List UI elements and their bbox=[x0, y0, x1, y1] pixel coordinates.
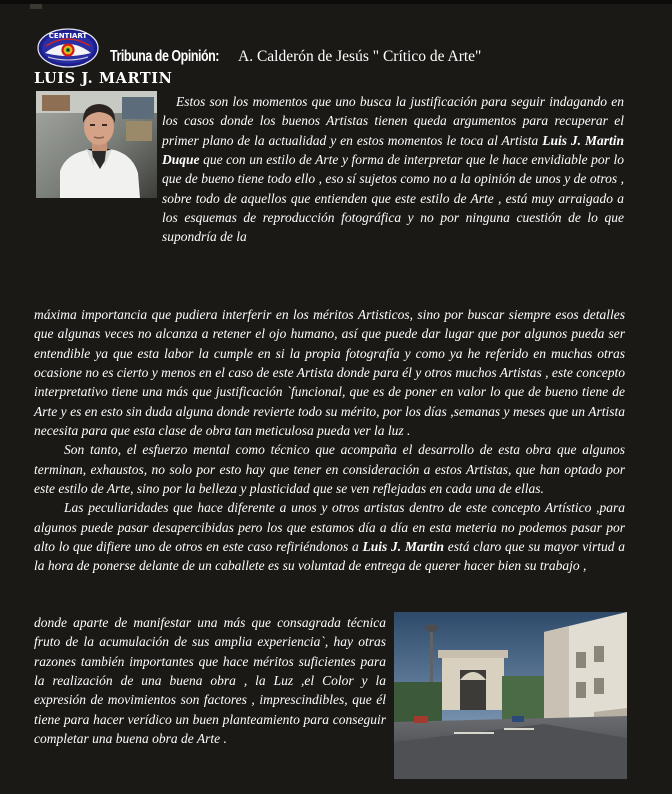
street-painting bbox=[394, 612, 627, 779]
text-line: estos momentos le toca al Artista bbox=[356, 132, 543, 148]
article-paragraph-3 bbox=[34, 498, 625, 575]
byline: A. Calderón de Jesús " Crítico de Arte" bbox=[238, 48, 482, 65]
article-paragraph-1-top bbox=[162, 92, 624, 247]
article-body bbox=[34, 305, 625, 576]
text-run: está claro que su mayor virtud a la hora de ponerse delante de un caballete es su voluntad de entrega de querer hacer bien su trabajo , bbox=[34, 539, 625, 574]
text-line: que con bbox=[199, 152, 246, 168]
svg-text:CENTIART: CENTIART bbox=[48, 32, 88, 40]
article-paragraph-1-rest: máxima importancia que pudiera interferir en los méritos Artisticos, sino por buscar siempre esos detalles que algunas veces no alcanza a retener el ojo humano, así que puede dar lugar que por algunos pueda ser entendible ya que esta labor la cumple en si la propia fotografía y como ya he referido en muchas otras ocasione no es cierto y menos en el caso de este Artista donde para él y otros muchos Artistas , este concepto interpretativo tiene una más que justificación `funcional, que es de poner en valor lo que de bueno tiene de Arte y es en esto sin duda alguna donde revierte todo su mérito, por los días ,semanas y meses que un Artista necesita para que esta clase de obra tan meticulosa pueda ver la luz . bbox=[34, 307, 625, 439]
text-line: de Arte , está muy arraigado a los esquemas de reproducción bbox=[162, 190, 625, 226]
corner-mark bbox=[30, 4, 42, 9]
artist-name: LUIS J. MARTIN bbox=[34, 70, 173, 87]
artist-full-name: Luis J. Martin Duque bbox=[162, 132, 625, 168]
article-paragraph-4 bbox=[34, 613, 386, 748]
text-line: unos y de otros , sobre todo de aquellos que entienden que este estilo bbox=[162, 171, 624, 206]
text-line: un estilo de Arte y forma de interpretar que le hace envidiable por lo bbox=[249, 152, 625, 168]
text-line: que de bueno tiene todo ello , eso sí sujetos como no a la opinión de bbox=[162, 171, 532, 187]
portrait-photo bbox=[36, 91, 157, 198]
artist-name-inline: Luis J. Martin bbox=[362, 539, 444, 555]
text-line: indagando en los casos donde los buenos Artistas tienen queda bbox=[162, 94, 624, 129]
centiart-logo bbox=[37, 28, 99, 68]
text-line: fotográfica y no por ninguna cuestión de lo que supondría de la bbox=[162, 210, 625, 245]
section-label: Tribuna de Opinión: bbox=[110, 48, 219, 65]
text-line: Estos son los momentos que uno busca la justificación para seguir bbox=[176, 94, 545, 109]
header bbox=[110, 48, 481, 66]
paragraph-text: donde aparte de manifestar una más que consagrada técnica fruto de la acumulación de sus amplia experiencia`, hay otras razones también importantes que hace méritos suficientes para la realización de una buena obra , la Luz ,el Color y la expresión de movimientos son factores , imprescindibles, que él tiene para hacer verídico un buen planteamiento para conseguir completar una buena obra de Arte . bbox=[34, 615, 386, 747]
text-run: Las peculiaridades que hace diferente a unos y otros artistas dentro de este concepto Artístico ,para algunos puede pasar desapercibidas pero los que estamos día a día en esta meteria no podemos pasar por alto lo que difiere uno de otros en este caso refiriéndonos a bbox=[34, 500, 625, 555]
text-line: argumentos para recuperar el primer plano de la actualidad y en bbox=[162, 113, 625, 148]
article-paragraph-2: Son tanto, el esfuerzo mental como técnico que acompaña el desarrollo de esta obra que algunos terminan, exhaustos, no solo por esto hay que tener en consideración a estos Artistas, que han optado por este estilo de Arte, sino por la belleza y plasticidad que se ven reflejadas en cada una de ellas. bbox=[34, 442, 625, 497]
